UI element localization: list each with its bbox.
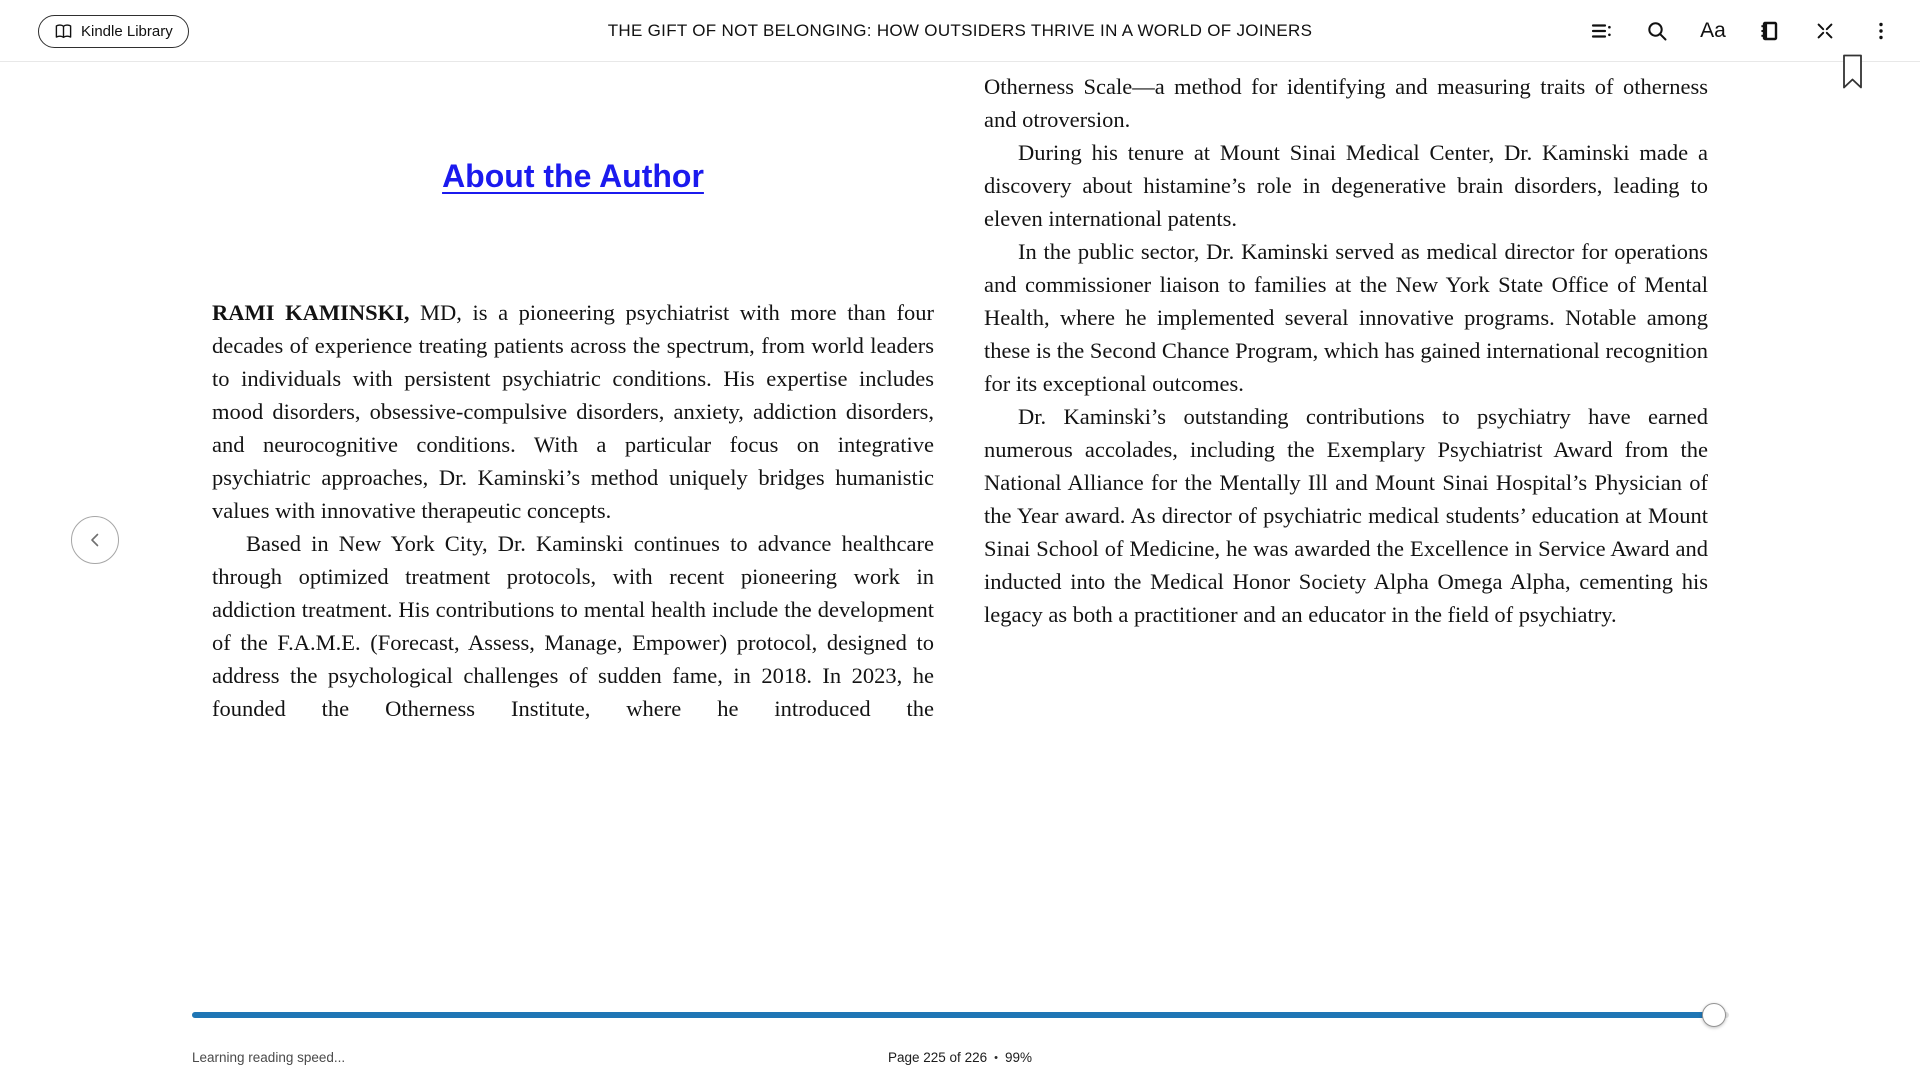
page-number-label: Page 225 of 226 <box>888 1050 988 1065</box>
fullscreen-icon[interactable] <box>1810 16 1840 46</box>
font-settings-label: Aa <box>1700 19 1726 42</box>
book-title: THE GIFT OF NOT BELONGING: HOW OUTSIDERS THRIVE IN A WORLD OF JOINERS <box>607 21 1313 40</box>
progress-fill <box>192 1012 1714 1018</box>
paragraph-accolades: Dr. Kaminski’s outstanding contributions to psychiatry have earned numerous accolades, including the Exemplary Psychiatrist Award from the National Alliance for the Mentally Ill and Mount Sinai Hospital’s Physician of the Year award. As director of psychiatric medical students’ education at Mount Sinai School of Medicine, he was awarded the Excellence in Service Award and inducted into the Medical Honor Society Alpha Omega Alpha, cementing his legacy as both a practitioner and an educator in the field of psychiatry. <box>984 404 1708 627</box>
bookmark-icon[interactable] <box>1842 54 1863 90</box>
reading-view-icon[interactable] <box>1754 16 1784 46</box>
progress-knob[interactable] <box>1702 1003 1726 1027</box>
paragraph-otherness-scale: Otherness Scale—a method for identifying and measuring traits of otherness and otroversion. <box>984 74 1708 132</box>
kindle-library-label: Kindle Library <box>81 23 173 40</box>
body-text-left <box>212 296 934 725</box>
font-settings-icon[interactable] <box>1698 16 1728 46</box>
reading-speed-status: Learning reading speed... <box>192 1050 346 1065</box>
separator-dot: • <box>994 1052 998 1064</box>
overflow-menu-icon[interactable] <box>1866 16 1896 46</box>
reader-toolbar <box>1586 0 1896 62</box>
top-bar <box>0 0 1920 62</box>
search-icon[interactable] <box>1642 16 1672 46</box>
footer-status-bar <box>0 1048 1920 1068</box>
paragraph-public-sector: In the public sector, Dr. Kaminski served as medical director for operations and commissioner liaison to families at the New York State Office of Mental Health, where he implemented several innovative programs. Notable among these is the Second Chance Program, which has gained international recognition for its exceptional outcomes. <box>984 239 1708 396</box>
author-name-bold: RAMI KAMINSKI, <box>212 300 410 325</box>
paragraph-based-in-nyc: Based in New York City, Dr. Kaminski continues to advance healthcare through optimized treatment protocols, with recent pioneering work in addiction treatment. His contributions to mental health include the development of the F.A.M.E. (Forecast, Assess, Manage, Empower) protocol, designed to address the psychological challenges of sudden fame, in 2018. In 2023, he founded the Otherness Institute, where he introduced the <box>212 531 934 721</box>
page-column-left <box>212 62 934 725</box>
previous-page-button[interactable] <box>71 516 119 564</box>
chevron-left-icon <box>85 530 105 550</box>
paragraph-mount-sinai: During his tenure at Mount Sinai Medical Center, Dr. Kaminski made a discovery about histamine’s role in degenerative brain disorders, leading to eleven international patents. <box>984 140 1708 231</box>
page-column-right <box>984 62 1708 631</box>
paragraph-author-intro <box>212 296 934 527</box>
page-position-status <box>0 1050 1920 1065</box>
paragraph-author-intro-rest: MD, is a pioneering psychiatrist with more than four decades of experience treating patients across the spectrum, from world leaders to individuals with persistent psychiatric conditions. His expertise includes mood disorders, obsessive-compulsive disorders, anxiety, addiction disorders, and neurocognitive conditions. With a particular focus on integrative psychiatric approaches, Dr. Kaminski’s method uniquely bridges humanistic values with innovative therapeutic concepts. <box>212 300 934 523</box>
percent-read-label: 99% <box>1004 1050 1032 1065</box>
chapter-heading-link[interactable]: About the Author <box>442 158 704 194</box>
reading-progress-slider[interactable] <box>192 1012 1729 1018</box>
toc-icon[interactable] <box>1586 16 1616 46</box>
